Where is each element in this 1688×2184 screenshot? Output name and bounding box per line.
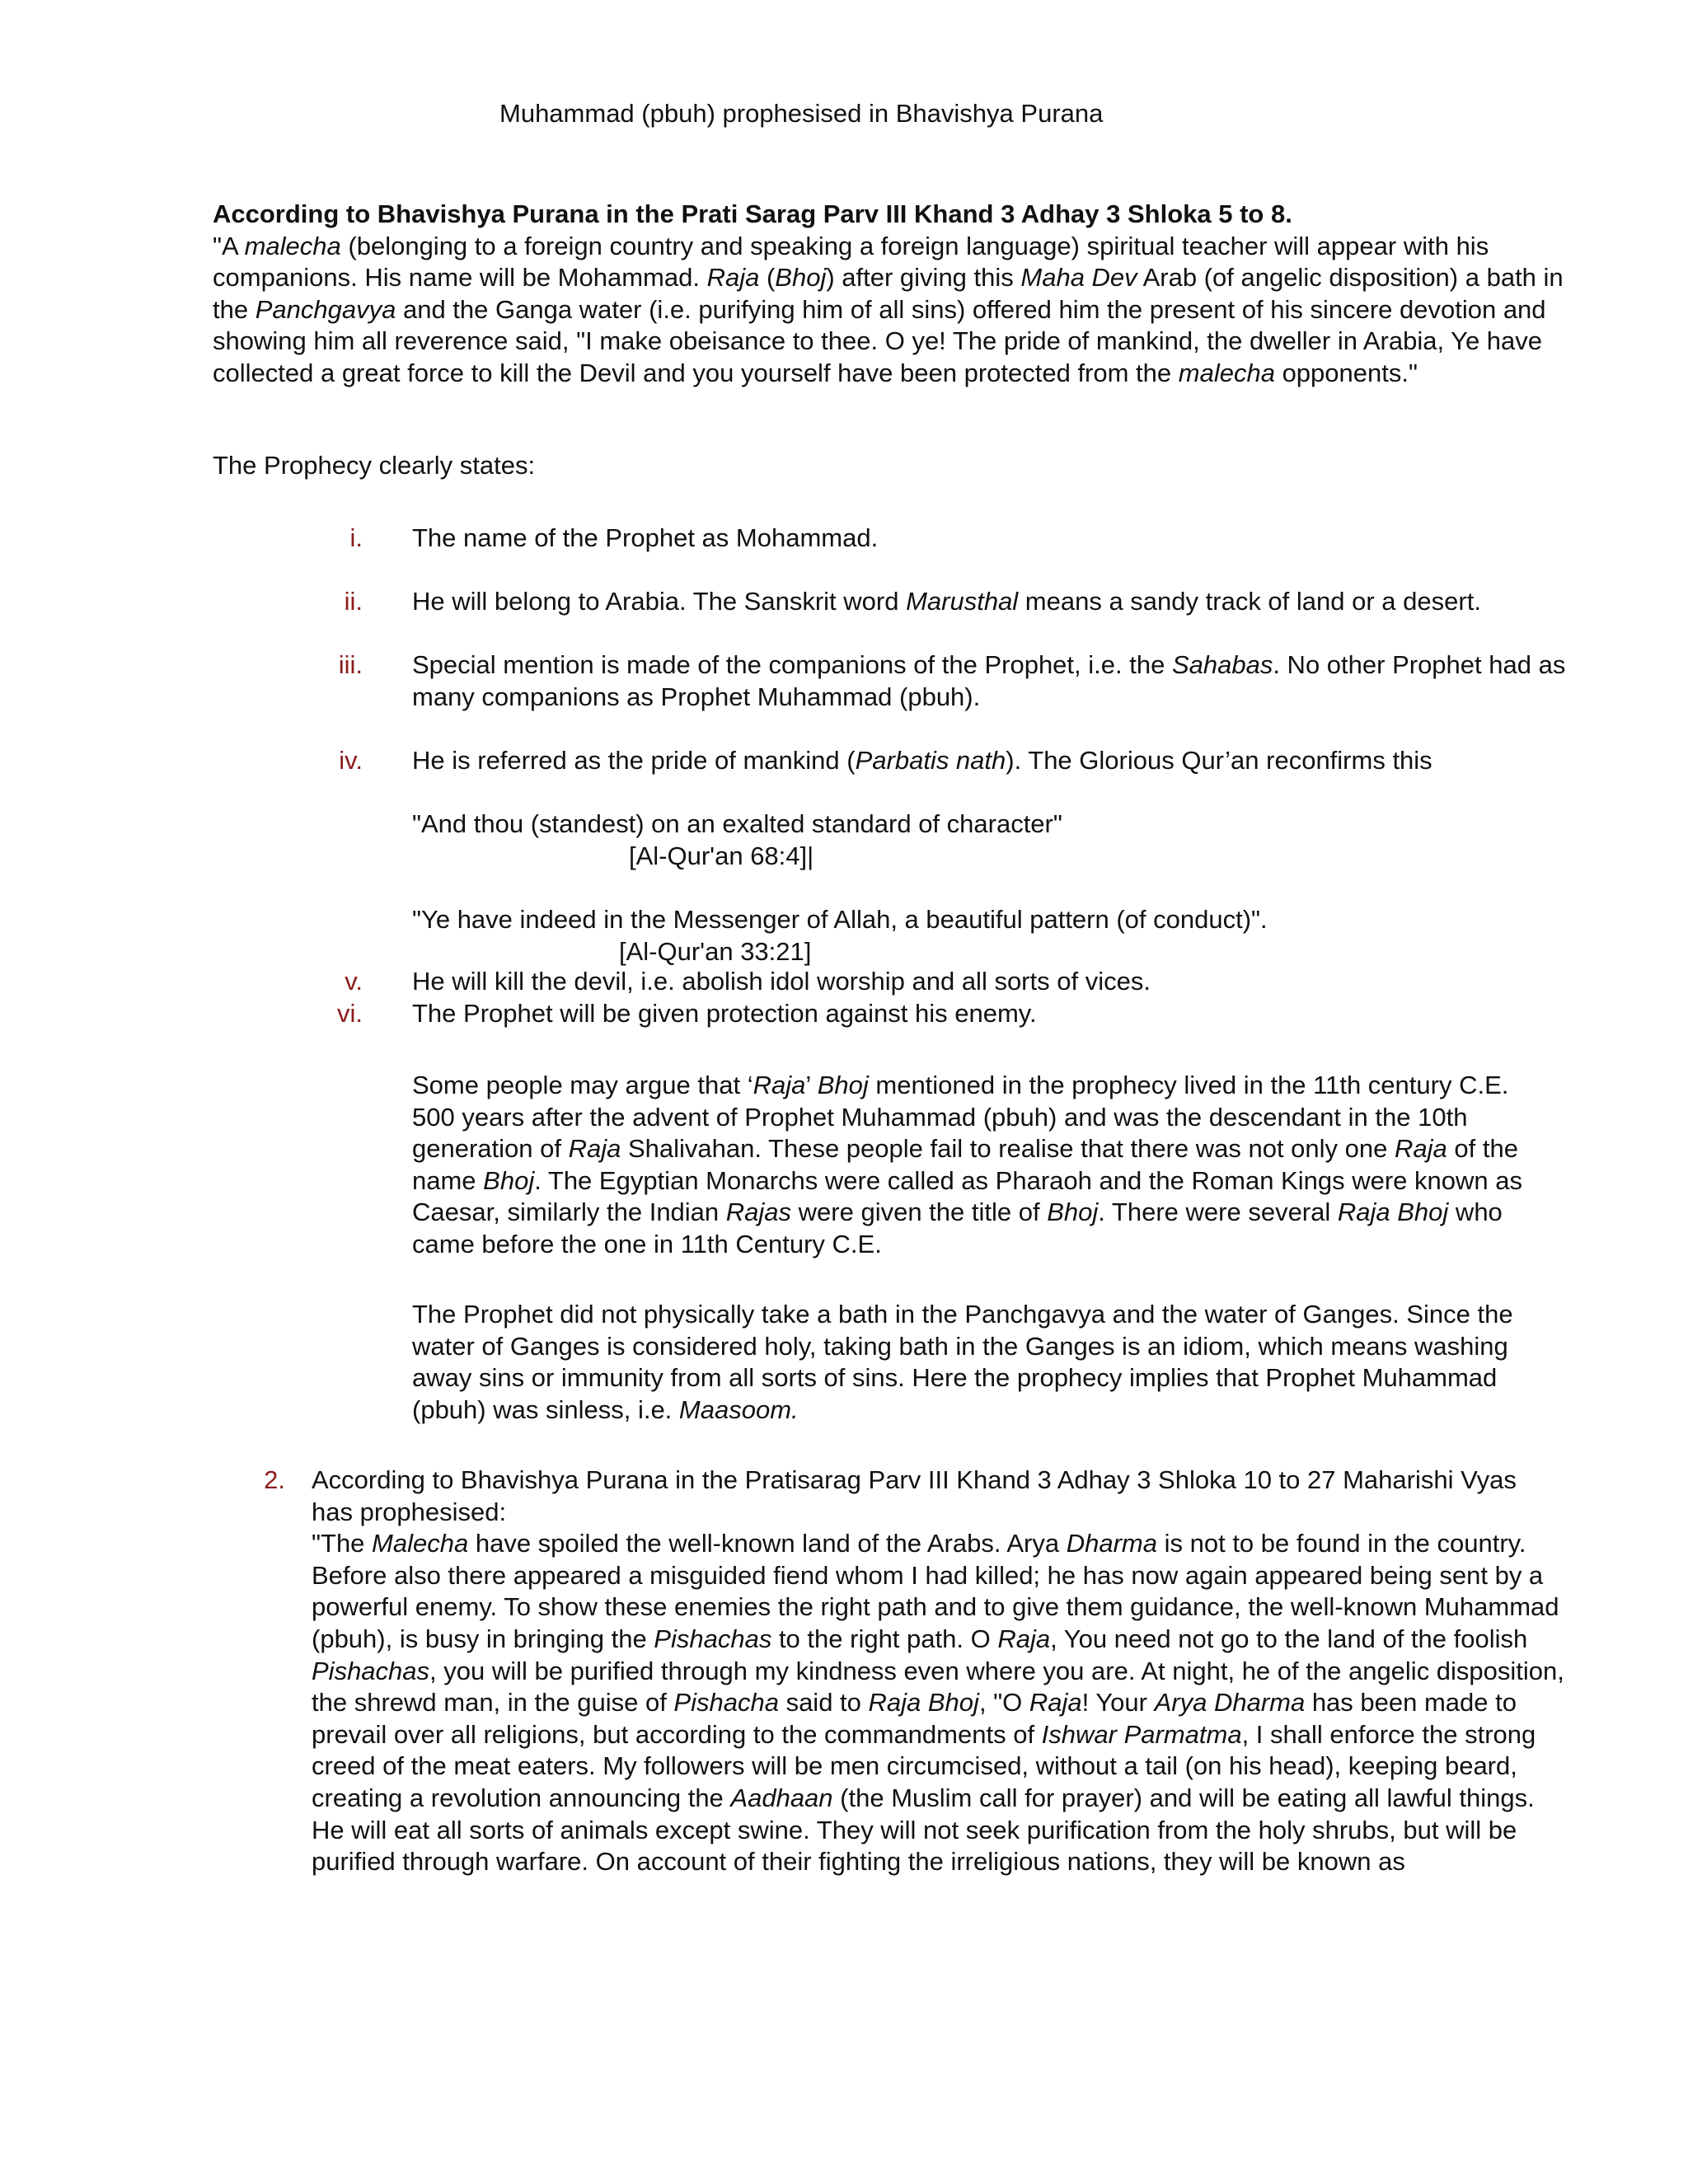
list-marker: i.: [349, 523, 363, 552]
list-item: He will belong to Arabia. The Sanskrit word Marusthal means a sandy track of land or a desert.: [412, 587, 1481, 616]
prophecy-intro: The Prophecy clearly states:: [213, 451, 536, 480]
quran-quote: "Ye have indeed in the Messenger of Allah, a beautiful pattern (of conduct)".: [412, 905, 1268, 934]
list-marker: iv.: [339, 746, 363, 775]
quran-reference: [Al-Qur'an 33:21]: [619, 937, 812, 966]
page-title: Muhammad (pbuh) prophesised in Bhavishya Purana: [499, 99, 1104, 128]
quran-quote: "And thou (standest) on an exalted standard of character": [412, 809, 1062, 838]
raja-bhoj-paragraph: Some people may argue that ‘Raja’ Bhoj mentioned in the prophecy lived in the 11th century C.E. 500 years after the advent of Prophet Muhammad (pbuh) and was the descendant in the 10th generation of Raja Shalivahan. These people fail to realise that there was not only one Raja of the name Bhoj. The Egyptian Monarchs were called as Pharaoh and the Roman Kings were known as Caesar, similarly the Indian Rajas were given the title of Bhoj. There were several Raja Bhoj who came before the one in 11th Century C.E.: [412, 1071, 1522, 1258]
list-marker: iii.: [338, 650, 363, 679]
section1-heading: According to Bhavishya Purana in the Prati Sarag Parv III Khand 3 Adhay 3 Shloka 5 to 8.: [213, 199, 1292, 228]
ganges-paragraph: The Prophet did not physically take a bath in the Panchgavya and the water of Ganges. Since the water of Ganges is considered holy, taking bath in the Ganges is an idiom, which means washing away sins or immunity from all sorts of sins. Here the prophecy implies that Prophet Muhammad (pbuh) was sinless, i.e. Maasoom.: [412, 1300, 1513, 1424]
section2-intro: According to Bhavishya Purana in the Pratisarag Parv III Khand 3 Adhay 3 Shloka 10 to 27 Maharishi Vyas has prophesised:: [312, 1465, 1517, 1526]
list-marker: v.: [345, 967, 363, 996]
quran-reference: [Al-Qur'an 68:4]|: [629, 841, 814, 870]
list-item: The Prophet will be given protection against his enemy.: [412, 999, 1037, 1028]
section2-quote: "The Malecha have spoiled the well-known land of the Arabs. Arya Dharma is not to be found in the country. Before also there appeared a misguided fiend whom I had killed; he has now again appeared being sent by a powerful enemy. To show these enemies the right path and to give them guidance, the well-known Muhammad (pbuh), is busy in bringing the Pishachas to the right path. O Raja, You need not go to the land of the foolish Pishachas, you will be purified through my kindness even where you are. At night, he of the angelic disposition, the shrewd man, in the guise of Pishacha said to Raja Bhoj, "O Raja! Your Arya Dharma has been made to prevail over all religions, but according to the commandments of Ishwar Parmatma, I shall enforce the strong creed of the meat eaters. My followers will be men circumcised, without a tail (on his head), keeping beard, creating a revolution announcing the Aadhaan (the Muslim call for prayer) and will be eating all lawful things. He will eat all sorts of animals except swine. They will not seek purification from the holy shrubs, but will be purified through warfare. On account of their fighting the irreligious nations, they will be known as: [312, 1529, 1564, 1877]
list-item: Special mention is made of the companions of the Prophet, i.e. the Sahabas. No other Prophet had as many companions as Prophet Muhammad (pbuh).: [412, 650, 1566, 711]
section2-marker: 2.: [264, 1465, 285, 1494]
section1: [213, 199, 1573, 390]
list-item: He will kill the devil, i.e. abolish idol worship and all sorts of vices.: [412, 967, 1151, 996]
list-marker: ii.: [344, 587, 363, 616]
section2: [312, 1465, 1564, 1878]
list-item: He is referred as the pride of mankind (Parbatis nath). The Glorious Qur’an reconfirms this: [412, 746, 1432, 775]
list-marker: vi.: [337, 999, 363, 1028]
list-item: The name of the Prophet as Mohammad.: [412, 523, 879, 552]
section1-quote: "A malecha (belonging to a foreign country and speaking a foreign language) spiritual teacher will appear with his companions. His name will be Mohammad. Raja (Bhoj) after giving this Maha Dev Arab (of angelic disposition) a bath in the Panchgavya and the Ganga water (i.e. purifying him of all sins) offered him the present of his sincere devotion and showing him all reverence said, "I make obeisance to thee. O ye! The pride of mankind, the dweller in Arabia, Ye have collected a great force to kill the Devil and you yourself have been protected from the malecha opponents.": [213, 231, 1564, 387]
